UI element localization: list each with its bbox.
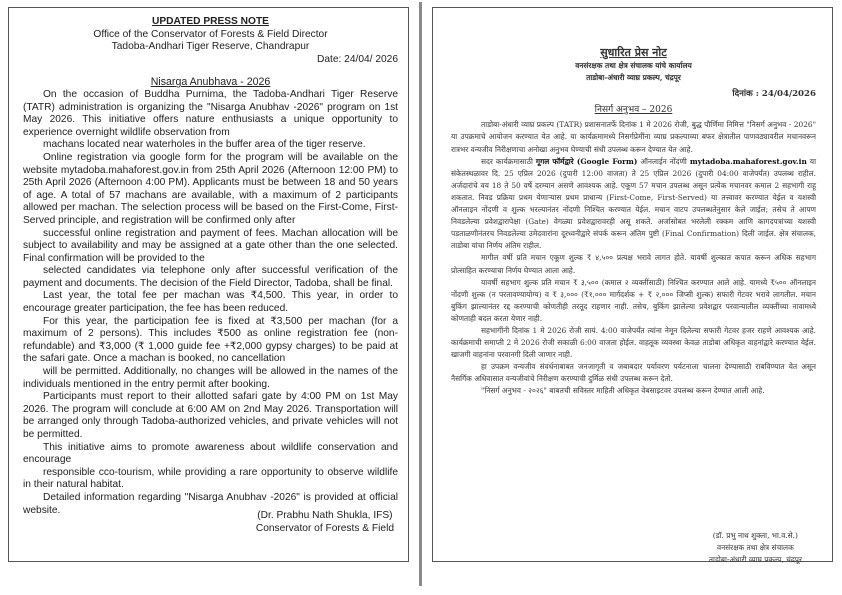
english-paragraph: selected candidates via telephone only after successful verification of the payment and documents. The decision of the Field Director, Tadoba, shall be final. [23,265,398,289]
marathi-paragraph [451,156,816,253]
marathi-paragraph: मागील वर्षी प्रति मचान एकूण शुल्क ₹ ४,५०० प्रत्यक्ष भरावे लागत होते. यावर्षी शुल्कात कपात करून अधिक सहभाग प्रोत्साहित करण्याचा निर्णय घेण्यात आला आहे. [451,253,816,275]
english-paragraph: On the occasion of Buddha Purnima, the Tadoba-Andhari Tiger Reserve (TATR) administration is organizing the "Nisarga Anubhav -2026" program on 1st May 2026. This initiative offers nature enthusiasts a unique opportunity to experience overnight wildlife observation from [23,88,398,138]
english-office-line-1: Office of the Conservator of Forests & Field Director [93,28,328,40]
english-paragraph: Participants must report to their allotted safari gate by 4:00 PM on 1st May 2026. The program will conclude at 6:00 AM on 2nd May 2026. Transportation will be arranged only through Tadoba-authorized vehicles, and private vehicles will not be permitted. [23,391,398,440]
marathi-signature [709,530,802,566]
marathi-paragraph: यावर्षी सहभाग शुल्क प्रति मचान ₹ ३,५०० (कमाल २ व्यक्तींसाठी) निश्चित करण्यात आले आहे. यामध्ये ₹५०० ऑनलाइन नोंदणी शुल्क (न परतावण्यायोग्य) व ₹ ३,००० (₹१,००० मार्गदर्शक + ₹ २,००० जिप्सी शुल्क) सफारी गेटवर भरावे लागतील. मचान बुकिंग झाल्यानंतर रद्द करण्याची कोणतीही तरतूद राहणार नाही. तसेच, बुकिंग झालेल्या प्रवेशद्वार परवान्यातील व्यक्तींच्या नावामध्ये कोणताही बदल करता येणार नाही. [451,277,816,323]
marathi-paragraph: हा उपक्रम वन्यजीव संवर्धनाबाबत जनजागृती व जबाबदार पर्यावरण पर्यटनाला चालना देण्यासाठी राबविण्यात येत असून नैसर्गिक अधिवासात वन्यजीवांचे निरीक्षण करण्याची दुर्मिळ संधी उपलब्ध करून देतो. [451,362,816,384]
english-paragraph: Detailed information regarding "Nisarga Anubhav -2026" is provided at official website. [23,491,398,516]
english-signature-title: Conservator of Forests & Field [255,522,394,534]
english-paragraph: will be permitted. Additionally, no changes will be allowed in the names of the individuals mentioned in the entry permit after booking. [23,366,398,390]
marathi-google-form: गूगल फॉर्मद्वारे (Google Form) [535,156,638,166]
english-paragraph: machans located near waterholes in the buffer area of the tiger reserve. [43,139,366,151]
marathi-para2-mid: ऑनलाईन नोंदणी [640,156,687,166]
marathi-content [451,46,816,398]
english-paragraph: responsible cco-tourism, while providing a rare opportunity to observe wildlife in their natural habitat. [23,466,398,491]
marathi-office-line-1: वनसंरक्षक तथा क्षेत्र संचालक यांचे कार्यालय [575,61,692,70]
english-signature [256,510,394,535]
marathi-paragraph: ताडोबा-अंधारी व्याघ्र प्रकल्प (TATR) प्रशासनातर्फे दिनांक 1 मे 2026 रोजी, बुद्ध पौर्णिमा निमित्त "निसर्ग अनुभव - 2026" या उपक्रमाचे आयोजन करण्यात येत आहे. या कार्यक्रमामध्ये निसर्गप्रेमींना व्याघ्र प्रकल्पाच्या बफर क्षेत्रातील पाणवठ्यावरील मचानवरून रात्रभर वन्यजीव निरीक्षणाचा अनोखा अनुभव घेण्याची संधी उपलब्ध करून देण्यात येत आहे. [451,120,816,154]
marathi-signature-title-1: वनसंरक्षक तथा क्षेत्र संचालक [716,543,794,553]
english-content [23,16,398,517]
marathi-office-line-2: ताडोबा-अंधारी व्याघ्र प्रकल्प, चंद्रपूर [586,73,681,83]
marathi-paragraph: सहभागींनी दिनांक 1 मे 2026 रोजी सायं. 4:00 वाजेपर्यंत त्यांना नेमून दिलेल्या सफारी गेटवर हजर राहणे आवश्यक आहे. कार्यक्रमाची समाप्ती 2 मे 2026 रोजी सकाळी 6:00 वाजता होईल. वाहतूक व्यवस्था केवळ ताडोबा अधिकृत वाहनांद्वारे करण्यात येईल. खाजगी वाहनांना परवानगी दिली जाणार नाही. [451,325,816,360]
marathi-para2-lead: सदर कार्यक्रमासाठी [481,156,533,166]
marathi-signature-title-2: ताडोबा-अंधारी व्याघ्र प्रकल्प, चंद्रपूर [708,555,802,565]
english-signature-name: (Dr. Prabhu Nath Shukla, IFS) [257,510,393,521]
english-paragraph: Last year, the total fee per machan was ₹4,500. This year, in order to encourage greater participation, the fee has been reduced. [23,290,398,315]
page-divider [419,2,422,586]
english-paragraph: successful online registration and payment of fees. Machan allocation will be subject to availability and may be assigned at a gate other than the one selected. Final confirmation will be provided to the [23,227,398,264]
marathi-para2-rest: या संकेतस्थळावर दि. 25 एप्रिल 2026 (दुपारी 12:00 वाजता) ते 25 एप्रिल 2026 (दुपारी 04:00 वाजेपर्यंत) उपलब्ध राहील. अर्जदारांचे वय 18 ते 50 वर्षे दरम्यान असणे आवश्यक आहे. एकूण 57 मचान उपलब्ध असून प्रत्येक मचानवर कमाल 2 सहभागी राहू शकतात. निवड प्रक्रिया प्रथम येणाऱ्यास प्रथम प्राधान्य (First-Come, First-Served) या तत्त्वावर करण्यात येईल व यशस्वी ऑनलाइन नोंदणी व शुल्क भरल्यानंतर नोंदणी निश्चित करण्यात येईल. मचान वाटप उपलब्धतेनुसार केले जाईल; तसेच ते आपण निवडलेल्या प्रवेशद्वारापेक्षा (Gate) वेगळ्या प्रवेशद्वारावरही असू शकते. अर्जासोबत भरलेली रक्कम आणि कागदपत्रांच्या यशस्वी पडताळणीनंतरच निवडलेल्या उमेदवारांना दूरध्वनीद्वारे संपर्क करून अंतिम पुष्टी (Final Confirmation) दिली जाईल. क्षेत्र संचालक, ताडोबा यांचा निर्णय अंतिम राहील. [451,156,816,251]
marathi-paragraph: "निसर्ग अनुभव - २०२६" बाबतची सविस्तर माहिती अधिकृत वेबसाइटवर उपलब्ध करून देण्यात आली आहे. [481,386,765,396]
english-paragraph: For this year, the participation fee is fixed at ₹3,500 per machan (for a maximum of 2 persons). This includes ₹500 as online registration fee (non-refundable) and ₹3,000 (₹ 1,000 guide fee +₹2,000 gypsy charges) to be paid at the safari gate. Once a machan is booked, no cancellation [23,315,398,365]
marathi-press-note [432,7,833,565]
marathi-signature-name: (डॉ. प्रभु नाथ शुक्ला, भा.व.से.) [712,531,798,540]
english-press-note [8,7,409,562]
english-paragraph: This initiative aims to promote awareness about wildlife conservation and encourage [23,441,398,466]
marathi-title: सुधारित प्रेस नोट [600,46,667,59]
english-title: UPDATED PRESS NOTE [152,16,269,27]
marathi-website: mytadoba.mahaforest.gov.in [689,156,807,166]
english-section-heading: Nisarga Anubhava - 2026 [150,76,271,89]
english-date: Date: 24/04/ 2026 [317,53,398,65]
marathi-date: दिनांक : 24/04/2026 [732,89,816,100]
english-office-line-2: Tadoba-Andhari Tiger Reserve, Chandrapur [111,41,310,53]
marathi-section-heading: निसर्ग अनुभव – 2026 [594,105,673,116]
english-paragraph: Online registration via google form for the program will be available on the website mytadoba.mahaforest.gov.in from 25th April 2026 (Afternoon 12:00 PM) to 25th April 2026 (Afternoon 4:00 PM). Applicants must be between 18 and 50 years of age. A total of 57 machans are available, with a maximum of 2 participants allowed per machan. The selection process will be based on the First-Come, First-Served principle, and registration will be confirmed only after [23,151,398,226]
